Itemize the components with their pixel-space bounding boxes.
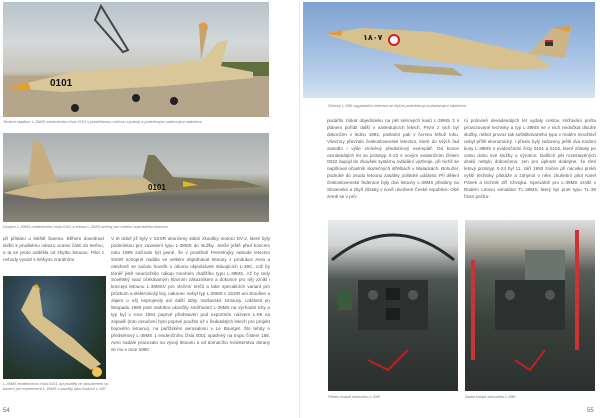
aircraft-illustration [303,2,595,98]
cockpit-illustration [328,220,458,391]
aircraft-illustration [3,2,269,117]
body-text-column-2: ní polovině devadesátých let vydaly cestou snižování počtu provozované techniky a typ L-39MS se v nich nedočkal dlouhé služby, neboť provoz tak sofistikovaného typu v malém množství nebyl příliš ekonomický. I přesto byly zařazeny ještě dva tovární kusy L-39MS s evidenčními čísly 0101 a 0102, které zůstaly po celou dobu své služby u výrobce. Dalších pět rozestavěných draků nebylo dokončeno. Jen pro úplnost dodejme, že třetí letový prototyp X-24 byl 11. září 1992 zničen při nácviku prvků vyšší techniky pilotáže a zahynul v něm zkušební pilot Karel Pánek a technik Jiří Chvojka. Speciálně pro L-39MS vznikl v Rudém Letovu simulátor TL-39MS, který byl proti typu TL-39 řízen počíta- [464,118,596,199]
photo-caption: L-39MS evidenčního čísla 0101 byl později ve zkoušeném vybavení pro experiment L-39MS a použitý jako funkční L-59T [3,381,110,392]
photo-l39ms-in-flight [3,276,106,379]
body-text-column-1: podařilo získat objednávku na pět sériových kusů L-39MS 3 s plánem pořídit další v následujících letech. První z nich byl dokončen v lednu 1992, poslední pak v červnu téhož roku. Všechny převzalo československé letectvo, které do svých řad zavedlo i výše zmíněný předsériový exemplář. Od konce osmdesátých let se prototyp X-22 s novým evidenčním číslem 0022 zapojil do zkoušek systému ovládání výzbroje, při nichž se naplňoval účastník skutečných střelbách v Malackách. Bohužel, podruhé do osudu letounu zasáhly politické události. Při dělení československé federace byly dva letouny L-39MS předány na Slovensko a zbylí zůstaly v nově utvořené České republice. Obě země se v prů- [327,118,459,199]
photo-front-cockpit [328,220,458,391]
aircraft-illustration [3,276,106,379]
aircraft-illustration [3,133,269,222]
photo-l39ms-pair-apron [3,133,269,222]
body-text-column: V té době již byly v SSSR ukončeny státní zkoušky motoru DV-2, které byly podmínkou pro zavedení typu L-39MS do služby. Jenže ještě před koncem roku 1989 začínalo být jasné, že v prostředí Perestrojky nebude letectvo SSSR schopné nadále ve velkém objednávat letouny z produkce Aera a otevřeně se začalo hovořit o útlumu objednávek stávajících L-39C, což by téměř jistě neumožnilo nákup mnohem dražšího typu L-39MS. Až by tedy Sovětský svaz očekávaným hlavním zákazníkem a dokonce pro něj vznikl i koncept letounu L-39MSV pro vlečení terčů a také speciálních variant pro průzkum a elektronický boj, nakonec nebyl typ L-39MS v SSSR ani zkoušen a zájem o něj neprojevily ani další státy Varšavské smlouvy. Události po listopadu 1989 poté nadobro ukončily směřování L-39MS na východní trhy a typ byl v roce 1991 poprvé představen pod exportním názvem L-59 na západě (toto označení bylo poprvé použito už v šedesátých letech pro projekt bojového letounu), na pařížském aerosalonu v Le Bourget. Šlo tehdy o předsériový L-39MS 1 evidenčního čísla 0001 opatřený na trupu číslem 188. Aero nadále pracovalo na vývoji letounu a od domácího ministerstva obrany se mu v roce 1990 [111,236,270,352]
body-text-intro: při přistání u letiště Šarena. Během dosednutí došlo k prudkému nárazu ocasní části do terénu, a ta se proto oddělila od zbytku letounu. Pilot z nehody vyvázl s lehkými zraněními. [3,236,104,262]
page-number: 55 [587,408,594,414]
aircraft-marking: ١٨٠٧ [363,33,383,42]
photo-caption: Zadní kokpit sériového L-59E [465,394,516,399]
aircraft-marking: 0101 [50,78,73,89]
aircraft-marking: 0101 [148,183,166,192]
photo-l59e-egypt-in-flight [303,2,595,98]
right-page [300,0,600,418]
photo-caption: Sériový L-59E egyptského letectva se čtyřmi podvěšenými přídavnými nádržemi [328,103,466,108]
photo-caption: Přední kokpit sériového L-59E [328,394,381,399]
photo-rear-cockpit [465,220,595,391]
page-number: 54 [3,408,10,414]
photo-l39ms-0101-ground [3,2,269,117]
cockpit-illustration [465,220,595,391]
photo-caption: Tovární stadium L-39MS evidenčního čísla 0101 s podvěšenou cvičnou výzbrojí a podvěsnými palivovými nádržemi [3,119,202,124]
photo-caption: Dvojice L-39MS evidenčního čísla 0101 a letoun L-39ZA určený pro tuhého vojenského letectva [3,224,168,229]
